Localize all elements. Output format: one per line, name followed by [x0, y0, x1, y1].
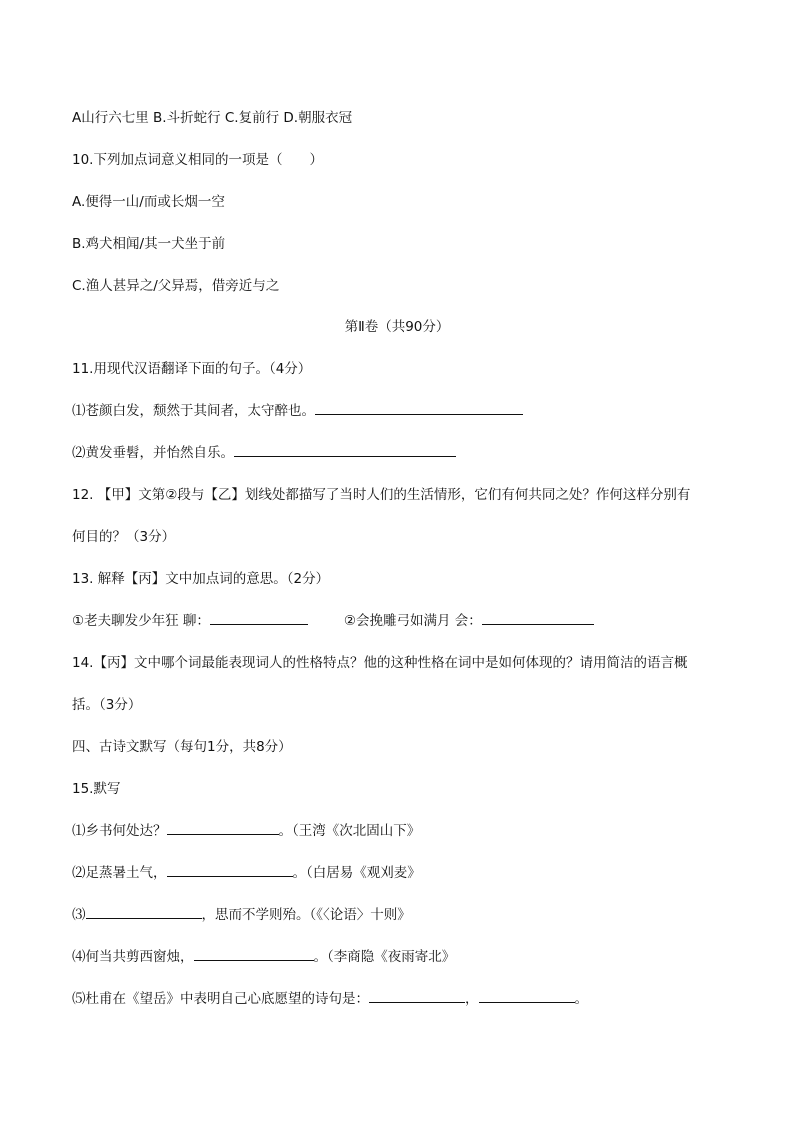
question-10-option-c: C.渔人甚异之/父异焉，借旁近与之 — [72, 278, 280, 294]
question-15-item-5-prefix: ⑸杜甫在《望岳》中表明自己心底愿望的诗句是： — [72, 991, 369, 1007]
question-14-line-2: 括。（3分） — [72, 697, 142, 713]
answer-blank[interactable] — [210, 623, 308, 625]
question-15-item-1-suffix: 。（王湾《次北固山下》 — [278, 823, 421, 839]
question-15-item-4 — [72, 948, 455, 966]
question-15-item-4-prefix: ⑷何当共剪西窗烛， — [72, 949, 194, 965]
question-11-item-2 — [72, 444, 456, 462]
question-15-item-3-suffix: ，思而不学则殆。（《〈论语〉十则》 — [201, 907, 411, 923]
question-15-item-2-suffix: 。（白居易《观刈麦》 — [292, 865, 421, 881]
question-12-line-2: 何目的？（3分） — [72, 529, 176, 545]
question-14-line-1: 14.【丙】文中哪个词最能表现词人的性格特点？他的这种性格在词中是如何体现的？请用简洁的语言概 — [72, 655, 688, 671]
section-title-4: 四、古诗文默写（每句1分，共8分） — [72, 739, 292, 755]
answer-blank[interactable] — [482, 623, 594, 625]
answer-blank[interactable] — [167, 833, 279, 835]
question-11-item-1 — [72, 402, 523, 420]
question-10-option-a: A.便得一山/而或长烟一空 — [72, 194, 225, 210]
question-15-item-5-end: 。 — [574, 991, 588, 1007]
question-10-option-b: B.鸡犬相闻/其一犬坐于前 — [72, 236, 226, 252]
answer-blank[interactable] — [315, 413, 523, 415]
question-13-item-1-text: ①老夫聊发少年狂 聊： — [72, 613, 210, 629]
question-15-item-3 — [72, 906, 411, 924]
question-11: 11.用现代汉语翻译下面的句子。（4分） — [72, 361, 312, 377]
question-10: 10.下列加点词意义相同的一项是（ ） — [72, 152, 323, 168]
question-15-item-1 — [72, 822, 420, 840]
question-15-item-1-prefix: ⑴乡书何处达？ — [72, 823, 167, 839]
answer-blank[interactable] — [86, 917, 202, 919]
question-11-item-2-text: ⑵黄发垂髫，并怡然自乐。 — [72, 445, 234, 461]
question-15-item-2-prefix: ⑵足蒸暑土气， — [72, 865, 167, 881]
option-line: A山行六七里 B.斗折蛇行 C.复前行 D.朝服衣冠 — [72, 110, 353, 126]
answer-blank[interactable] — [369, 1001, 465, 1003]
question-15-item-3-prefix: ⑶ — [72, 907, 86, 923]
answer-blank[interactable] — [234, 455, 456, 457]
question-13: 13. 解释【丙】文中加点词的意思。（2分） — [72, 571, 330, 587]
answer-blank[interactable] — [479, 1001, 575, 1003]
question-15-item-2 — [72, 864, 421, 882]
question-15-item-4-suffix: 。（李商隐《夜雨寄北》 — [313, 949, 456, 965]
question-13-items — [72, 612, 594, 630]
question-13-item-2-text: ②会挽雕弓如满月 会： — [343, 613, 482, 629]
question-12-line-1: 12. 【甲】文第②段与【乙】划线处都描写了当时人们的生活情形，它们有何共同之处？作何这样分别有 — [72, 487, 691, 503]
answer-blank[interactable] — [167, 875, 293, 877]
section-title-volume-2: 第Ⅱ卷（共90分） — [344, 319, 450, 335]
question-11-item-1-text: ⑴苍颜白发，颓然于其间者，太守醉也。 — [72, 403, 315, 419]
question-15-item-5 — [72, 990, 588, 1008]
answer-blank[interactable] — [194, 959, 314, 961]
question-15-item-5-comma: ， — [465, 991, 479, 1007]
question-15: 15.默写 — [72, 781, 121, 797]
